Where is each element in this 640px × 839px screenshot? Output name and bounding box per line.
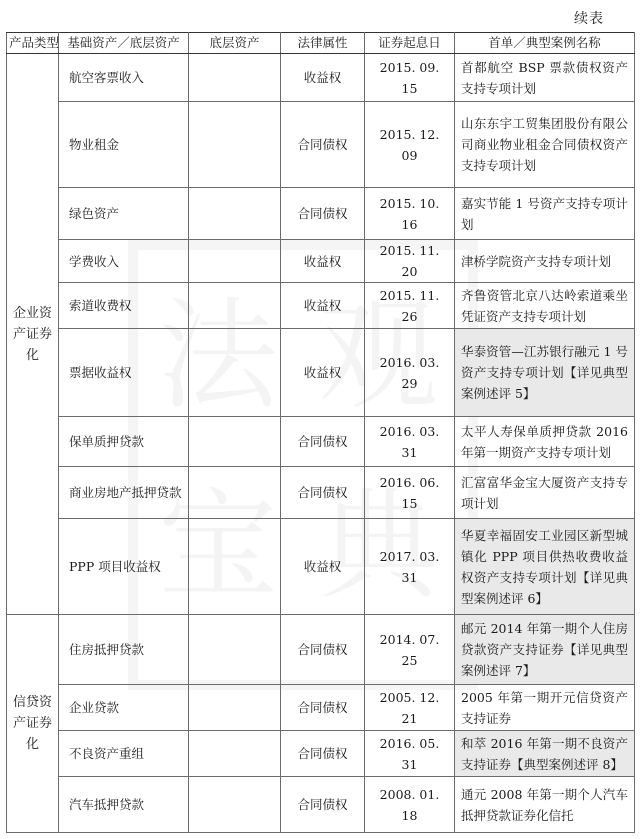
table-row — [7, 283, 635, 329]
case-name-cell: 嘉实节能 1 号资产支持专项计划 — [455, 188, 635, 240]
legal-attribute-cell: 收益权 — [281, 329, 365, 417]
basic-asset-cell: PPP 项目收益权 — [59, 519, 189, 615]
table-row — [7, 54, 635, 102]
underlying-asset-cell — [189, 615, 281, 685]
basic-asset-cell: 物业租金 — [59, 102, 189, 188]
legal-attribute-cell: 合同债权 — [281, 467, 365, 519]
case-name-cell: 和萃 2016 年第一期不良资产支持证券【典型案例述评 8】 — [455, 731, 635, 777]
underlying-asset-cell — [189, 54, 281, 102]
value-date-cell: 2016. 03. 31 — [365, 417, 455, 467]
value-date-cell: 2015. 09. 15 — [365, 54, 455, 102]
legal-attribute-cell: 合同债权 — [281, 685, 365, 731]
table-row — [7, 519, 635, 615]
product-type-cell: 信贷资产证券化 — [7, 615, 59, 833]
product-type-cell: 企业资产证券化 — [7, 54, 59, 615]
underlying-asset-cell — [189, 102, 281, 188]
value-date-cell: 2005. 12. 21 — [365, 685, 455, 731]
value-date-cell: 2015. 11. 20 — [365, 240, 455, 283]
header-legal-attribute: 法律属性 — [281, 33, 365, 54]
legal-attribute-cell: 收益权 — [281, 54, 365, 102]
underlying-asset-cell — [189, 519, 281, 615]
legal-attribute-cell: 合同债权 — [281, 615, 365, 685]
case-name-cell: 通元 2008 年第一期个人汽车抵押贷款证券化信托 — [455, 777, 635, 833]
legal-attribute-cell: 收益权 — [281, 283, 365, 329]
table-row — [7, 467, 635, 519]
basic-asset-cell: 航空客票收入 — [59, 54, 189, 102]
basic-asset-cell: 不良资产重组 — [59, 731, 189, 777]
underlying-asset-cell — [189, 777, 281, 833]
case-name-cell: 邮元 2014 年第一期个人住房贷款资产支持证券【详见典型案例述评 7】 — [455, 615, 635, 685]
table-row — [7, 615, 635, 685]
table-row — [7, 329, 635, 417]
table-row — [7, 731, 635, 777]
case-name-cell: 华泰资管—江苏银行融元 1 号资产支持专项计划【详见典型案例述评 5】 — [455, 329, 635, 417]
header-product-type: 产品类型 — [7, 33, 59, 54]
header-underlying-asset: 底层资产 — [189, 33, 281, 54]
legal-attribute-cell: 收益权 — [281, 519, 365, 615]
table-header-row — [7, 33, 635, 54]
basic-asset-cell: 学费收入 — [59, 240, 189, 283]
value-date-cell: 2017. 03. 31 — [365, 519, 455, 615]
case-name-cell: 2005 年第一期开元信贷资产支持证券 — [455, 685, 635, 731]
table-row — [7, 102, 635, 188]
underlying-asset-cell — [189, 283, 281, 329]
value-date-cell: 2016. 05. 31 — [365, 731, 455, 777]
legal-attribute-cell: 合同债权 — [281, 102, 365, 188]
legal-attribute-cell: 合同债权 — [281, 417, 365, 467]
value-date-cell: 2015. 11. 26 — [365, 283, 455, 329]
value-date-cell: 2008. 01. 18 — [365, 777, 455, 833]
basic-asset-cell: 绿色资产 — [59, 188, 189, 240]
value-date-cell: 2014. 07. 25 — [365, 615, 455, 685]
case-name-cell: 山东东宇工贸集团股份有限公司商业物业租金合同债权资产支持专项计划 — [455, 102, 635, 188]
case-name-cell: 汇富富华金宝大厦资产支持专项计划 — [455, 467, 635, 519]
table-row — [7, 240, 635, 283]
legal-attribute-cell: 合同债权 — [281, 777, 365, 833]
basic-asset-cell: 票据收益权 — [59, 329, 189, 417]
securitization-table — [6, 32, 635, 833]
legal-attribute-cell: 合同债权 — [281, 731, 365, 777]
case-name-cell: 津桥学院资产支持专项计划 — [455, 240, 635, 283]
basic-asset-cell: 企业贷款 — [59, 685, 189, 731]
basic-asset-cell: 汽车抵押贷款 — [59, 777, 189, 833]
case-name-cell: 太平人寿保单质押贷款 2016 年第一期资产支持专项计划 — [455, 417, 635, 467]
underlying-asset-cell — [189, 188, 281, 240]
header-value-date: 证券起息日 — [365, 33, 455, 54]
basic-asset-cell: 保单质押贷款 — [59, 417, 189, 467]
underlying-asset-cell — [189, 467, 281, 519]
legal-attribute-cell: 合同债权 — [281, 188, 365, 240]
case-name-cell: 齐鲁资管北京八达岭索道乘坐凭证资产支持专项计划 — [455, 283, 635, 329]
underlying-asset-cell — [189, 417, 281, 467]
header-basic-asset: 基础资产／底层资产 — [59, 33, 189, 54]
basic-asset-cell: 商业房地产抵押贷款 — [59, 467, 189, 519]
basic-asset-cell: 住房抵押贷款 — [59, 615, 189, 685]
table-row — [7, 417, 635, 467]
continued-label: 续表 — [574, 11, 604, 27]
basic-asset-cell: 索道收费权 — [59, 283, 189, 329]
case-name-cell: 首都航空 BSP 票款债权资产支持专项计划 — [455, 54, 635, 102]
table-row — [7, 685, 635, 731]
underlying-asset-cell — [189, 240, 281, 283]
legal-attribute-cell: 收益权 — [281, 240, 365, 283]
underlying-asset-cell — [189, 685, 281, 731]
value-date-cell: 2015. 10. 16 — [365, 188, 455, 240]
case-name-cell: 华夏幸福固安工业园区新型城镇化 PPP 项目供热收费收益权资产支持专项计划【详见典型案例述评 6】 — [455, 519, 635, 615]
value-date-cell: 2016. 03. 29 — [365, 329, 455, 417]
value-date-cell: 2016. 06. 15 — [365, 467, 455, 519]
underlying-asset-cell — [189, 731, 281, 777]
header-case-name: 首单／典型案例名称 — [455, 33, 635, 54]
table-row — [7, 777, 635, 833]
value-date-cell: 2015. 12. 09 — [365, 102, 455, 188]
table-row — [7, 188, 635, 240]
table-body — [7, 54, 635, 833]
underlying-asset-cell — [189, 329, 281, 417]
